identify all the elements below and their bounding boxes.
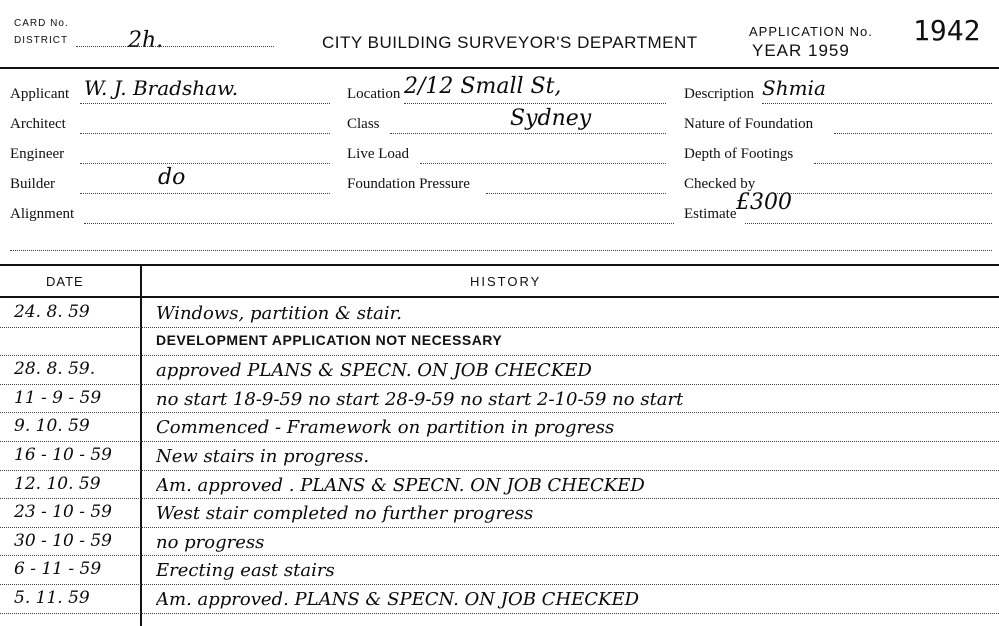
row-line (0, 412, 999, 413)
row-line (0, 555, 999, 556)
builder-label: Builder (10, 176, 55, 192)
table-row-date: 12. 10. 59 (14, 473, 101, 494)
class-label: Class (347, 116, 380, 132)
table-row-date: 6 - 11 - 59 (14, 559, 102, 580)
applicant-value: W. J. Bradshaw. (84, 76, 239, 100)
table-row-date: 30 - 10 - 59 (14, 530, 112, 551)
applicant-line (80, 103, 330, 104)
estimate-label: Estimate (684, 206, 737, 222)
table-row-history: Windows, partition & stair. (156, 303, 403, 324)
description-label: Description (684, 86, 754, 102)
table-row-date: 9. 10. 59 (14, 416, 90, 437)
architect-line (80, 133, 330, 134)
alignment-line (84, 223, 674, 224)
district-label: DISTRICT (14, 35, 69, 46)
table-row-date: 16 - 10 - 59 (14, 445, 112, 465)
row-line (0, 327, 999, 328)
table-row-history: Erecting east stairs (156, 560, 335, 582)
row-line (0, 355, 999, 356)
extra-line (10, 250, 992, 251)
header-rule (0, 67, 999, 69)
table-row-history: no start 18-9-59 no start 28-9-59 no start 2-10-59 no start (156, 388, 684, 410)
live-load-line (420, 163, 666, 164)
depth-of-footings-label: Depth of Footings (684, 146, 794, 162)
table-row-history: DEVELOPMENT APPLICATION NOT NECESSARY (156, 331, 503, 348)
estimate-value: £300 (736, 190, 792, 215)
table-row-date: 24. 8. 59 (14, 302, 90, 322)
header-bottom-rule (0, 296, 999, 298)
foundation-pressure-label: Foundation Pressure (347, 176, 470, 192)
year-label: YEAR 1959 (752, 41, 850, 60)
checked-by-label: Checked by (684, 176, 756, 192)
table-row-history: Am. approved . PLANS & SPECN. ON JOB CHECKED (156, 474, 645, 496)
description-value: Shmia (762, 76, 826, 100)
row-line (0, 441, 999, 442)
builder-line (80, 193, 330, 194)
applicant-label: Applicant (10, 86, 70, 102)
table-row-date: 5. 11. 59 (14, 588, 90, 608)
application-label: APPLICATION No. (749, 24, 873, 39)
alignment-label: Alignment (10, 206, 75, 222)
table-row-history: Commenced - Framework on partition in progress (156, 417, 615, 439)
architect-label: Architect (10, 116, 66, 132)
row-line (0, 613, 999, 614)
builder-value: do (158, 165, 186, 190)
application-number: 1942 (913, 14, 981, 47)
nature-line (834, 133, 992, 134)
column-divider (140, 264, 142, 626)
district-value: 2h. (128, 28, 164, 53)
class-line (390, 133, 666, 134)
row-line (0, 527, 999, 528)
card-no-label: CARD No. (14, 18, 69, 29)
engineer-line (80, 163, 330, 164)
estimate-line (745, 223, 992, 224)
location-value-2: Sydney (510, 106, 592, 131)
table-row-history: West stair completed no further progress (156, 503, 534, 525)
row-line (0, 498, 999, 499)
table-row-date: 23 - 10 - 59 (14, 502, 112, 523)
live-load-label: Live Load (347, 146, 410, 162)
foundation-pressure-line (486, 193, 666, 194)
location-line (404, 103, 666, 104)
row-line (0, 584, 999, 585)
table-row-history: New stairs in progress. (156, 446, 370, 467)
location-label: Location (347, 86, 401, 102)
table-row-date: 28. 8. 59. (14, 359, 96, 380)
table-row-history: approved PLANS & SPECN. ON JOB CHECKED (156, 360, 592, 382)
table-row-history: Am. approved. PLANS & SPECN. ON JOB CHECKED (156, 589, 640, 610)
table-row-history: no progress (156, 531, 265, 553)
table-top-rule (0, 264, 999, 266)
description-line (762, 103, 992, 104)
row-line (0, 470, 999, 471)
date-header: DATE (46, 274, 84, 289)
engineer-label: Engineer (10, 146, 65, 162)
department-title: CITY BUILDING SURVEYOR'S DEPARTMENT (322, 33, 698, 52)
nature-of-foundation-label: Nature of Foundation (684, 116, 814, 132)
checked-by-line (770, 193, 992, 194)
row-line (0, 384, 999, 385)
depth-line (814, 163, 992, 164)
district-line (76, 46, 274, 47)
table-row-date: 11 - 9 - 59 (14, 387, 102, 408)
history-header: HISTORY (470, 274, 542, 289)
location-value: 2/12 Small St, (404, 74, 562, 99)
